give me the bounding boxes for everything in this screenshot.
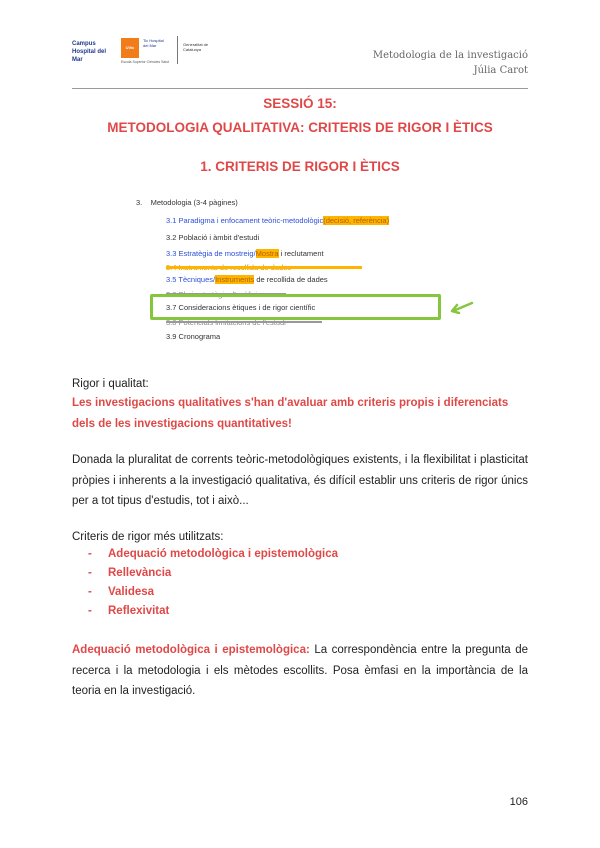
generalitat-logo: Generalitat de Catalunya bbox=[183, 42, 209, 52]
topic-title: METODOLOGIA QUALITATIVA: CRITERIS DE RIGOR I ÈTICS bbox=[107, 120, 493, 135]
outline-item-text: Paradigma i enfocament teòric-metodològic bbox=[178, 216, 324, 225]
list-item bbox=[88, 545, 488, 564]
criterion-label: Validesa bbox=[108, 586, 155, 598]
outline-heading-text: Metodologia (3-4 pàgines) bbox=[150, 198, 238, 207]
page-number: 106 bbox=[509, 796, 528, 808]
outline-item-highlight: Mostra bbox=[255, 249, 279, 258]
logo-divider bbox=[177, 36, 178, 64]
header-rule bbox=[72, 88, 528, 89]
criterion-label: Rellevància bbox=[108, 567, 172, 579]
highlight-box bbox=[150, 294, 441, 320]
list-item bbox=[88, 564, 488, 583]
outline-item-number: 3.2 bbox=[166, 233, 177, 242]
methodology-outline-figure bbox=[130, 194, 470, 350]
criteria-list bbox=[88, 545, 488, 621]
definition-text: La correspondència entre la pregunta de recerca i la metodologia i els mètodes escollits. Posa èmfasi en la importància de la teoria en la investigació. bbox=[72, 644, 528, 697]
outline-item-tail: i reclutament bbox=[280, 249, 324, 258]
list-bullet: - bbox=[88, 605, 92, 617]
outline-item-text: Cronograma bbox=[178, 332, 221, 341]
outline-item-number: 3.9 bbox=[166, 332, 177, 341]
outline-item-highlight: (decisió, referència) bbox=[323, 216, 390, 225]
outline-item-3-9 bbox=[166, 332, 220, 341]
outline-item-text: Població i àmbit d'estudi bbox=[178, 233, 260, 242]
uvic-logo-subtitle: Escola Superior Ciències Salut bbox=[121, 60, 170, 64]
strikethrough-mark bbox=[166, 266, 362, 269]
section-title: 1. CRITERIS DE RIGOR I ÈTICS bbox=[200, 159, 400, 174]
definition-paragraph bbox=[72, 640, 528, 702]
session-title: SESSIÓ 15: bbox=[263, 96, 337, 111]
outline-item-number: 3.3 bbox=[166, 249, 177, 258]
criterion-label: Adequació metodològica i epistemològica bbox=[108, 548, 339, 560]
rigor-statement: Les investigacions qualitatives s'han d'avaluar amb criteris propis i diferenciats dels de les investigacions quantitatives! bbox=[72, 397, 509, 430]
outline-heading-number: 3. bbox=[136, 198, 143, 207]
outline-item-number: 3.1 bbox=[166, 216, 177, 225]
campus-hospital-logo: Campus Hospital del Mar bbox=[72, 41, 107, 63]
rigor-label: Rigor i qualitat: bbox=[72, 378, 149, 390]
header-subject: Metodologia de la investigació bbox=[372, 50, 528, 61]
criteria-intro: Criteris de rigor més utilitzats: bbox=[72, 531, 224, 543]
outline-item-3-5 bbox=[166, 275, 328, 284]
criterion-label: Reflexivitat bbox=[108, 605, 170, 617]
header-author: Júlia Carot bbox=[473, 65, 528, 76]
list-item bbox=[88, 602, 488, 621]
list-bullet: - bbox=[88, 567, 92, 579]
list-bullet: - bbox=[88, 586, 92, 598]
outline-item-text: Tècniques/ bbox=[178, 275, 216, 284]
outline-item-text: Consideracions ètiques i de rigor científic bbox=[178, 303, 316, 312]
paragraph-pluralitat: Donada la pluralitat de corrents teòric-metodològiques existents, i la flexibilitat i plasticitat pròpies i inherents a la investigació qualitativa, és difícil establir uns criteris de rigor únics per a tot tipus d'estudis, tot i això... bbox=[72, 454, 528, 507]
list-bullet: - bbox=[88, 548, 92, 560]
outline-heading bbox=[136, 198, 238, 207]
uvic-logo-text: Tic Hospital del Mar bbox=[143, 38, 164, 48]
outline-item-number: 3.5 bbox=[166, 275, 177, 284]
outline-item-number: 3.7 bbox=[166, 303, 177, 312]
strikethrough-mark bbox=[166, 321, 322, 323]
outline-item-3-2 bbox=[166, 233, 259, 242]
outline-item-3-1 bbox=[166, 216, 389, 225]
list-item bbox=[88, 583, 488, 602]
running-header bbox=[373, 48, 528, 78]
definition-term: Adequació metodològica i epistemològica: bbox=[72, 644, 310, 656]
outline-item-3-3 bbox=[166, 249, 324, 258]
pointer-arrow-icon bbox=[448, 300, 474, 314]
outline-item-text: Estratègia de mostreig/ bbox=[178, 249, 256, 258]
uvic-logo: UVic bbox=[121, 38, 139, 58]
outline-item-tail: de recollida de dades bbox=[256, 275, 328, 284]
outline-item-highlight: Instruments bbox=[215, 275, 255, 284]
